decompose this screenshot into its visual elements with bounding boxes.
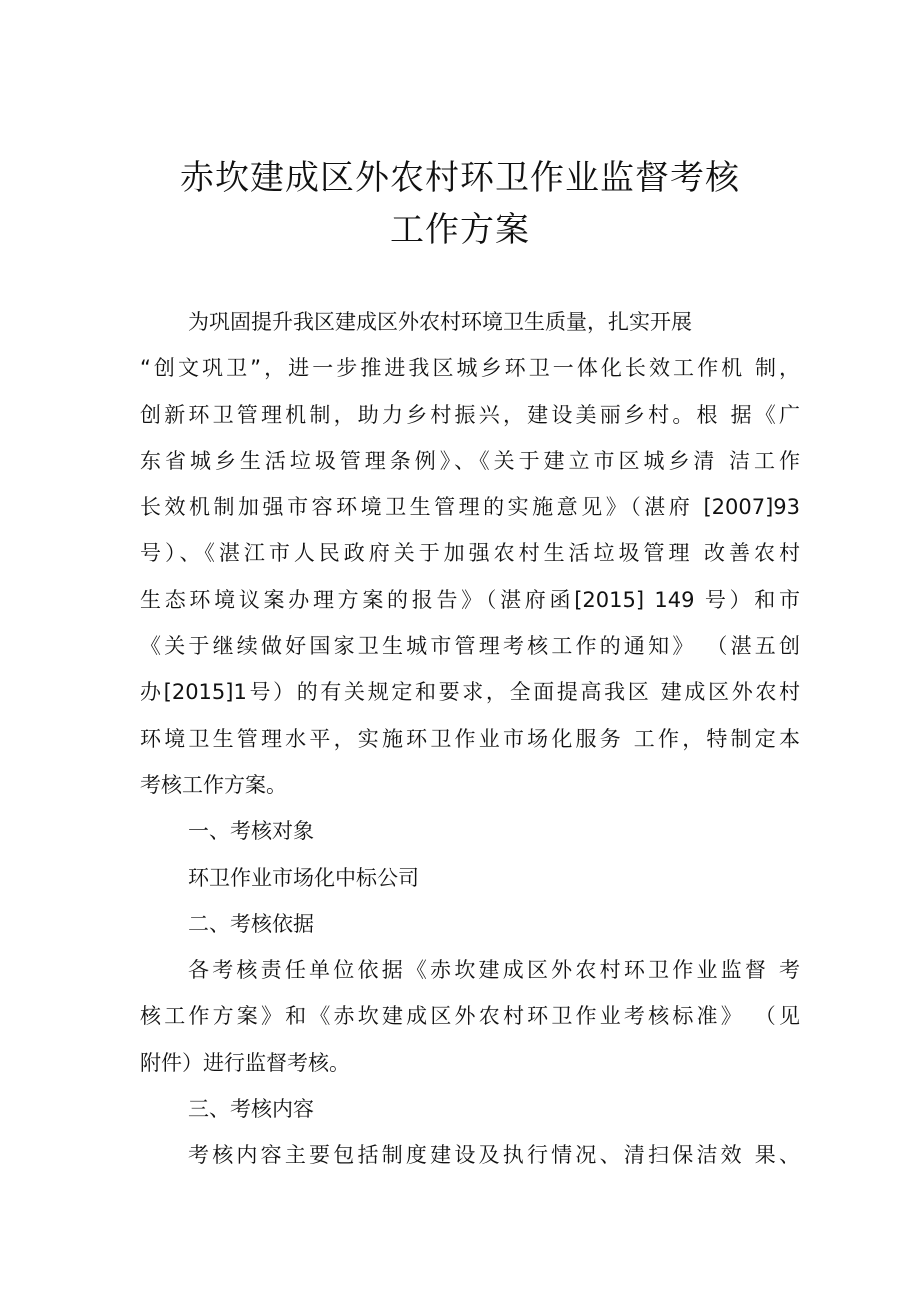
section-heading-assessment-content: 三、考核内容 [188, 1097, 314, 1122]
intro-paragraph-line: 长效机制加强市容环境卫生管理的实施意见》（湛府 [2007]93 [140, 495, 800, 520]
intro-paragraph-line: “创文巩卫”，进一步推进我区城乡环卫一体化长效工作机 制， [140, 356, 800, 381]
section-text-assessment-basis-line: 各考核责任单位依据《赤坎建成区外农村环卫作业监督 考 [188, 958, 800, 983]
intro-paragraph-line: 东省城乡生活垃圾管理条例》、《关于建立市区城乡清 洁工作 [140, 448, 800, 473]
section-heading-assessment-target: 一、考核对象 [188, 819, 314, 844]
intro-paragraph-line: 号）、《湛江市人民政府关于加强农村生活垃圾管理 改善农村 [140, 541, 800, 566]
intro-paragraph-line: 《关于继续做好国家卫生城市管理考核工作的通知》 （湛五创 [140, 634, 800, 659]
intro-paragraph-line: 为巩固提升我区建成区外农村环境卫生质量，扎实开展 [188, 310, 692, 334]
intro-paragraph-line: 创新环卫管理机制，助力乡村振兴，建设美丽乡村。根 据《广 [140, 402, 800, 427]
document-title-line-1: 赤坎建成区外农村环卫作业监督考核 [180, 158, 740, 198]
document-body [140, 299, 800, 1179]
section-text-assessment-basis-line: 附件）进行监督考核。 [140, 1050, 350, 1075]
section-text-assessment-target: 环卫作业市场化中标公司 [188, 865, 419, 890]
section-text-assessment-content-line: 考核内容主要包括制度建设及执行情况、清扫保洁效 果、 [188, 1143, 800, 1168]
intro-paragraph-line: 考核工作方案。 [140, 772, 287, 797]
section-text-assessment-basis-line: 核工作方案》和《赤坎建成区外农村环卫作业考核标准》 （见 [140, 1004, 800, 1029]
intro-paragraph-line: 生态环境议案办理方案的报告》（湛府函[2015] 149 号）和市 [140, 587, 800, 612]
document-title-line-2: 工作方案 [390, 210, 530, 250]
intro-paragraph-line: 环境卫生管理水平，实施环卫作业市场化服务 工作，特制定本 [140, 726, 800, 751]
section-heading-assessment-basis: 二、考核依据 [188, 911, 314, 936]
intro-paragraph-line: 办[2015]1号）的有关规定和要求，全面提高我区 建成区外农村 [140, 680, 800, 705]
